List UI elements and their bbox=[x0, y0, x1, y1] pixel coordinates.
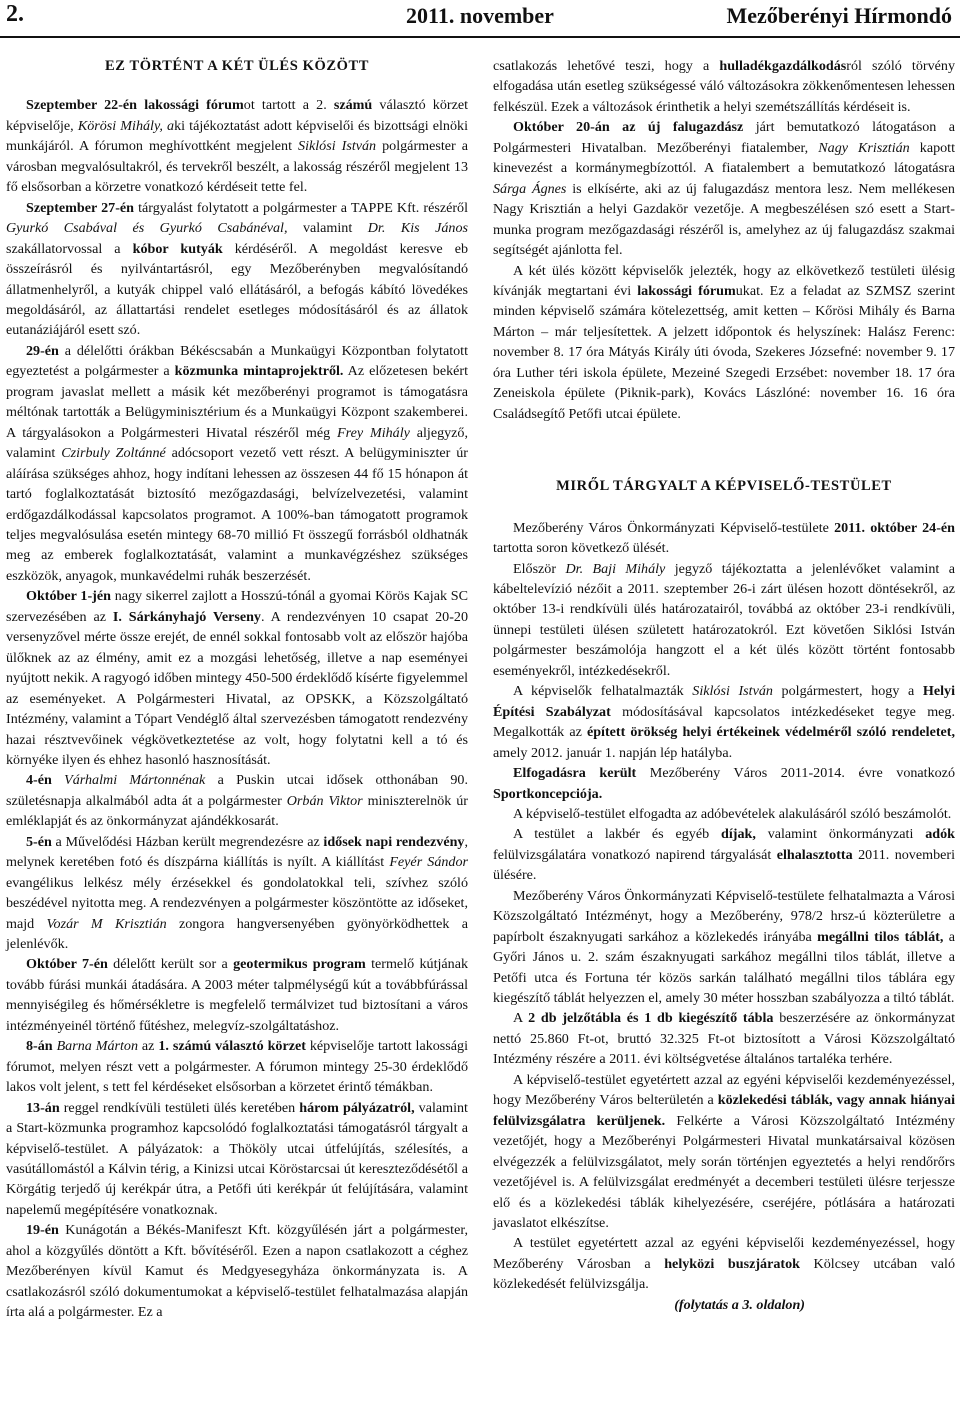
bold-run: Szeptember 27-én bbox=[26, 199, 134, 216]
text-run: Először bbox=[513, 560, 566, 577]
bold-run: 4-én bbox=[26, 772, 52, 789]
bold-run: 19-én bbox=[26, 1222, 59, 1239]
text-run: Mezőberény Város 2011-2014. évre vonatkozó bbox=[636, 765, 955, 782]
bold-run: Helyi Építési Szabályzat bbox=[493, 683, 955, 720]
italic-run: Siklósi István bbox=[298, 138, 377, 155]
right-intro-paragraphs bbox=[493, 56, 955, 424]
paragraph bbox=[6, 1036, 468, 1097]
text-run: választó körzet képviselője, bbox=[6, 97, 468, 134]
text-run: Kunágotán a Békés-Manifeszt Kft. közgyűlésén járt a polgármester, ahol a közgyűlés döntött a Kft. bővítéséről. Ezen a napon csatlakozott a céghez Mezőberényen kívül Kamut és Medgyesegyháza önkormányzata is. A csatlakozásról szóló dokumentumokat a képviselő-testület felhatalmazása alapján írta alá a polgármester. Ez a bbox=[6, 1222, 468, 1321]
bold-run: három pályázatról, bbox=[299, 1099, 415, 1116]
paragraph bbox=[6, 341, 468, 586]
text-run: adócsoport vezető vett részt. A belügyminiszter úr aláírása szükséges ahhoz, hogy indítani lehessen az összesen 44 fő 15 hónapon át tartó foglalkoztatását biztosító mezőgazdasági, belvízelvezetési, valamint erdőgazdálkodással kapcsolatos programot. A 100%-ban támogatott programok teljes megvalósulása esetén mintegy 68-70 millió Ft összegű forrásból oldhatnák meg az emberek foglalkoztatását, valamint a munkavégzéshez szükséges eszközök, anyagok, munkavédelmi ruhák beszerzését. bbox=[6, 445, 469, 584]
bold-run: közmunka mintaprojektről. bbox=[174, 363, 344, 380]
bold-run: díjak, bbox=[721, 826, 756, 843]
bold-run: kóbor kutyák bbox=[132, 240, 223, 257]
text-run: módosításával kapcsolatos intézkedéseket tegye meg. Megalkották az bbox=[493, 703, 955, 741]
text-run: a Puskin utcai idősek otthonában 90. születésnapja alkalmából adta át a polgármester bbox=[6, 772, 469, 809]
bold-run: adók bbox=[925, 826, 956, 843]
text-run: felülvizsgálatára vonatkozó napirend tárgyalását bbox=[493, 846, 777, 863]
text-run: a Győri János u. 2. szám északnyugati sarkához megállni tilos táblát, illetve a Petőfi utca és Fortuna tér közös sarkán található megállni tilos táblára egy kiegészítő táblát helyezzen el, amely 30 méter hosszban szabályozza a tiltó táblát. bbox=[493, 928, 955, 1007]
paragraph bbox=[493, 1233, 955, 1294]
text-run: valamint a Start-közmunka programhoz kapcsolódó foglalkoztatási támogatásról tárgyalt a képviselő-testület. A pályázatok: a Thököly utcai útfelújítás, szélesítés, a vasútállomástól a Kálvin térig, a Kinizsi utcai Köröstarcsai út kereszteződésétől a Körgátig terjedő új kerékpár útra, a Petőfi úti kerékpár út felújítására, valamint napelemű megépítésére vonatkoznak. bbox=[6, 1099, 468, 1218]
text-run: A testület egyetértett azzal az egyéni képviselői kezdeményezéssel, hogy Mezőberény Városban a bbox=[493, 1235, 955, 1272]
paragraph bbox=[6, 1220, 468, 1322]
bold-run: 8-án bbox=[26, 1038, 53, 1055]
paragraph bbox=[493, 518, 955, 559]
text-run: kérdéséről. A megoldást keresve eb összeírásról és nyilvántartásról, egy Mezőberényben megvalósítandó állatmenhelyről, a kutyák chippel való ellátásáról, a befogás kábító lövedékes megoldásáról, az állattartási rendelet esetleges módosításáról és az állatok eutanáziájáról esett szó. bbox=[6, 240, 468, 339]
italic-run: Vozár M Krisztián bbox=[46, 915, 167, 932]
text-run: polgármester a városban megvalósultakról, és tervekről beszélt, a lakosság részéről megjelent 13 fő elsősorban a körzetre vonatkozó kérdéseit tette fel. bbox=[6, 138, 468, 196]
bold-run: épített örökség helyi értékeinek védelméről szóló rendeletet, bbox=[586, 724, 955, 741]
spacer bbox=[493, 424, 955, 476]
text-run: Mezőberény Város Önkormányzati Képviselő-testülete bbox=[513, 519, 835, 536]
left-paragraphs bbox=[6, 95, 468, 1322]
text-run: polgármestert, hogy a bbox=[772, 683, 923, 700]
left-column bbox=[6, 56, 468, 1323]
bold-run: helyközi buszjáratok bbox=[664, 1255, 800, 1272]
text-run: zongora hangversenyében gyönyörködhettek a jelenlévők. bbox=[6, 915, 468, 953]
bold-run: 5-én bbox=[26, 833, 52, 850]
paragraph bbox=[493, 1008, 955, 1069]
text-run: az bbox=[138, 1038, 159, 1055]
text-run: A képviselők felhatalmazták bbox=[513, 683, 693, 700]
section-title-between-meetings: EZ TÖRTÉNT A KÉT ÜLÉS KÖZÖTT bbox=[104, 58, 370, 74]
bold-run: Szeptember 22-én lakossági fórum bbox=[26, 97, 244, 114]
paragraph bbox=[493, 804, 955, 824]
text-run: A két ülés között képviselők jelezték, hogy az elkövetkező testületi ülésig kívánják megtartani évi bbox=[493, 262, 955, 299]
italic-run: Dr. Baji Mihály bbox=[565, 560, 666, 577]
paragraph bbox=[6, 95, 468, 197]
text-run: képviselője tartott lakossági fórumot, melyen részt vett a polgármester. A fórumon mintegy 25-30 érdeklődő lakos volt jelent, s tett fel kérdéseket elsősorban a körzetet érintő témákban. bbox=[6, 1038, 468, 1096]
paragraph bbox=[493, 763, 955, 804]
text-run: A testület a lakbér és egyéb bbox=[513, 826, 721, 843]
bold-run: Október 20-án az új falugazdász bbox=[513, 119, 744, 136]
paragraph bbox=[493, 824, 955, 885]
text-run: csatlakozás lehetővé teszi, hogy a bbox=[493, 58, 720, 74]
bold-run: geotermikus program bbox=[233, 956, 366, 973]
bold-run: lakossági fórum bbox=[637, 282, 736, 299]
bold-run: I. Sárkányhajó Verseny bbox=[112, 608, 261, 625]
text-run: amely 2012. január 1. napján lép hatályba. bbox=[493, 744, 733, 761]
text-run: szakállatorvossal a bbox=[6, 240, 133, 257]
paragraph bbox=[6, 1098, 468, 1221]
text-run: járt bemutatkozó látogatáson a Polgármesteri Hivatalban. Mezőberényi fiatalember, bbox=[493, 119, 955, 156]
text-run: aljegyző, valamint bbox=[6, 424, 469, 462]
text-run: kapott kinevezést a kormánymegbízottól. A fiatalembert a bemutatkozó látogatásra bbox=[493, 139, 955, 177]
text-run: délelőtt került sor a bbox=[107, 956, 234, 973]
text-run: ról szóló törvény elfogadása után esetleg szükségessé váló változásokra zökkenőmentesen lehessen felkészül. Ezek a változások érinthetik a helyi szemétszállítás kérdéseit is. bbox=[493, 58, 955, 115]
paragraph bbox=[493, 559, 955, 682]
text-run: ot tartott a 2. bbox=[243, 97, 334, 114]
paragraph bbox=[6, 198, 468, 341]
italic-run: Barna Márton bbox=[56, 1038, 138, 1055]
text-run: beszerzésére az önkormányzat nettó 25.860 Ft-ot, bruttó 32.325 Ft-ot biztosított a Városi Közszolgáltató Intézmény részére a 2011. évi költségvetése általános tartaléka terhére. bbox=[493, 1010, 955, 1068]
bold-run: Sportkoncepciója. bbox=[493, 785, 603, 802]
text-run: Mezőberény Város Önkormányzati Képviselő-testülete felhatalmazta a Városi Közszolgáltató Intézményt, hogy a Mezőberény, 978/2 hrsz-ú közterületre a papírbolt északnyugati sarkához a közlekedés irányába bbox=[493, 887, 955, 945]
bold-run: 1. számú választó körzet bbox=[158, 1038, 306, 1055]
text-run: ukat. Ez a feladat az SZMSZ szerint minden képviselő számára kötelezettség, amit ketten – Kőrösi Mihály és Barna Márton – már teljesítettek. A jelzett időpontok és helyszínek: Halász Ferenc: november 8. 17 óra Mátyás Király úti óvoda, Szekeres Józsefné: november 9. 17 óra Luther téri iskola épülete, Mezeiné Szegedi Erzsébet: november 18. 17 óra Zeneiskola épülete (Piknik-park), Kovács Lászlóné: november 16. 16 óra Családsegítő Petőfi utcai épülete. bbox=[493, 282, 955, 422]
text-run: Felkérte a Városi Közszolgáltató Intézmény vezetőjét, hogy a Mezőberényi Polgármesteri Hivatal munkatársaival közösen elvégezzék a felülvizsgálatot, mely során történjen egyeztetés a helyi rendőrőrs vezetőjével is. A felülvizsgálat eredményét a decemberi testületi ülésre terjessze elő és a közlekedési táblák kihelyezésére, cseréjére, pótlására a határozati javaslatot elkészítse. bbox=[493, 1112, 955, 1232]
bold-run: idősek napi rendezvény bbox=[323, 833, 465, 850]
text-run: ki tájékoztatást adott képviselői és bizottsági elnöki munkájáról. A fórumon meghívottként megjelent bbox=[6, 117, 468, 155]
bold-run: Október 1-jén bbox=[26, 588, 111, 605]
bold-run: 13-án bbox=[26, 1099, 60, 1116]
text-run: a Művelődési Házban került megrendezésre az bbox=[51, 833, 324, 850]
paragraph bbox=[6, 770, 468, 831]
page-number: 2. bbox=[6, 1, 24, 27]
italic-run: Dr. Kis János bbox=[367, 220, 468, 237]
bold-run: megállni tilos táblát, bbox=[817, 928, 944, 945]
italic-run: Várhalmi Mártonnénak bbox=[64, 772, 206, 789]
bold-run: Elfogadásra került bbox=[513, 765, 637, 782]
right-paragraphs bbox=[493, 518, 955, 1295]
paragraph bbox=[493, 261, 955, 425]
text-run: A képviselő-testület elfogadta az adóbevételek alakulásáról szóló beszámolót. bbox=[513, 805, 952, 822]
paragraph bbox=[493, 117, 955, 260]
right-column bbox=[493, 56, 955, 1315]
italic-run: Frey Mihály bbox=[337, 424, 410, 441]
issue-date: 2011. november bbox=[406, 3, 554, 28]
paragraph bbox=[6, 954, 468, 1036]
text-run: 2011. novemberi ülésére. bbox=[493, 846, 955, 884]
paragraph bbox=[493, 56, 955, 117]
bold-run: 2011. október 24-én bbox=[834, 519, 955, 536]
continuation-note: (folytatás a 3. oldalon) bbox=[674, 1296, 805, 1313]
paragraph bbox=[6, 586, 468, 770]
paragraph bbox=[6, 832, 468, 955]
bold-run: közlekedési táblák, vagy annak hiányai felülvizsgálatra kerüljenek. bbox=[493, 1092, 956, 1129]
spacer bbox=[493, 497, 955, 518]
bold-run: számú bbox=[333, 97, 373, 114]
text-run: nagy sikerrel zajlott a Hosszú-tónál a gyomai Körös Kajak SC szervezésében az bbox=[6, 588, 469, 625]
bold-run: 2 db jelzőtábla és 1 db kiegészítő tábla bbox=[528, 1010, 774, 1027]
italic-run: Czirbuly Zoltánné bbox=[61, 445, 166, 462]
text-run: reggel rendkívüli testületi ülés keretében bbox=[59, 1099, 300, 1116]
italic-run: Siklósi István bbox=[692, 683, 773, 700]
page-header bbox=[0, 0, 960, 38]
italic-run: Feyér Sándor bbox=[389, 854, 468, 871]
text-run: evangélikus lelkész mély érzésekkel és gondolatokkal teli, szívhez szóló beszédével nyitotta meg. A rendezvényen a polgármester köszöntötte az időseket, majd bbox=[6, 874, 468, 932]
italic-run: Orbán Viktor bbox=[286, 792, 363, 809]
italic-run: Nagy Krisztián bbox=[818, 139, 910, 156]
text-run: valamint önkormányzati bbox=[755, 826, 926, 843]
spacer bbox=[6, 76, 468, 95]
publication-title: Mezőberényi Hírmondó bbox=[726, 3, 952, 28]
text-run: tárgyalást folytatott a polgármester a TAPPE Kft. részéről bbox=[134, 199, 468, 216]
text-run: miniszterelnök úr emléklapját és az önkormányzat ajándékkosarát. bbox=[6, 792, 468, 830]
bold-run: hulladékgazdálkodás bbox=[719, 58, 847, 74]
italic-run: Gyurkó Csabával és Gyurkó Csabánéval, bbox=[6, 220, 288, 237]
paragraph bbox=[493, 681, 955, 763]
text-run: is elkísérte, aki az új falugazdász mentora lesz. Nem mellékesen Nagy Krisztián a helyi Gazdakör vezetője. A megbeszélésen szó esett a Start-munka program mezőgazdasági részéről is, amelyhez az új falugazdász szakmai segítségét ajánlotta fel. bbox=[493, 180, 955, 259]
text-run: jegyző tájékoztatta a jelenlévőket valamint a kábeltelevízió nézőit a 2011. szeptember 26-i zárt ülésen hozott döntésekről, az október 13-i rendkívüli ülés határozatairól, továbbá az október 23-i rendkívüli, ünnepi testületi ülésen született határozatokról. Ezt követően Siklósi István polgármester beszámolója hangzott el a két ülés között történt fontosabb eseményekről, intézkedésekről. bbox=[493, 560, 955, 679]
section-title-council-meeting: MIRŐL TÁRGYALT A KÉPVISELŐ-TESTÜLET bbox=[556, 478, 892, 495]
paragraph bbox=[493, 886, 955, 1009]
text-run: A bbox=[513, 1010, 529, 1027]
text-run: a délelőtti órákban Békéscsabán a Munkaügyi Központban folytatott egyeztetést a polgármester a bbox=[6, 342, 468, 380]
bold-run: elhalasztotta bbox=[776, 846, 853, 863]
text-run: tartotta soron következő ülését. bbox=[493, 540, 670, 557]
text-run: . A rendezvényen 10 csapat 20-20 versenyzővel mérte össze erejét, de ennél sokkal fontosabb volt az először hajóba ülőknek az az élmény, amit ez a mozgási lehetőség, illetve a nap eseményei nyújtott nekik. A ragyogó időben mintegy 450-500 érdeklődő kísérte figyelemmel az eseményeket. A Polgármesteri Hivatal, az OPSKK, a Közszolgáltató Intézmény, valamint a Tópart Vendéglő által szervezésben támogatott rendezvény hazai résztvevőinek végkövetkeztetése az volt, hogy folytatni kell a tó és környéke ilyen és ehhez hasonló hasznosítását. bbox=[6, 608, 469, 768]
text-run: Kölcsey utcában való közlekedését felülvizsgálja. bbox=[493, 1255, 956, 1293]
italic-run: Körösi Mihály, a bbox=[77, 117, 175, 134]
italic-run: Sárga Ágnes bbox=[493, 180, 567, 197]
paragraph bbox=[493, 1070, 955, 1234]
text-run: , melynek keretében fotó és díszpárna kiállítás is nyílt. A kiállítást bbox=[6, 833, 468, 871]
text-run: A képviselő-testület egyetértett azzal az egyéni képviselői kezdeményezéssel, hogy Mezőberény Város belterületén a bbox=[493, 1071, 955, 1109]
bold-run: 29-én bbox=[26, 342, 59, 359]
text-run: Az előzetesen bekért program javaslat mellett a másik két mezőberényi programot is támogatásra méltónak tartották a Belügyminisztérium és a Munkaügyi Központ szakemberei. A tárgyalásokon a Polgármesteri Hivatal részéről még bbox=[6, 363, 468, 441]
text-run bbox=[52, 772, 64, 788]
text-run: termelő kútjának tovább fúrási munkái átadására. A 2003 méter talpmélységű kút a továbbfúrással mennyiségileg és hőmérsékletre is megfelelő termálvizet tud biztosítani a város intézményeinél történő fűtéshez, melegvíz-szolgáltatáshoz. bbox=[6, 956, 469, 1034]
text-run: valamint bbox=[287, 220, 368, 237]
bold-run: Október 7-én bbox=[26, 956, 108, 973]
